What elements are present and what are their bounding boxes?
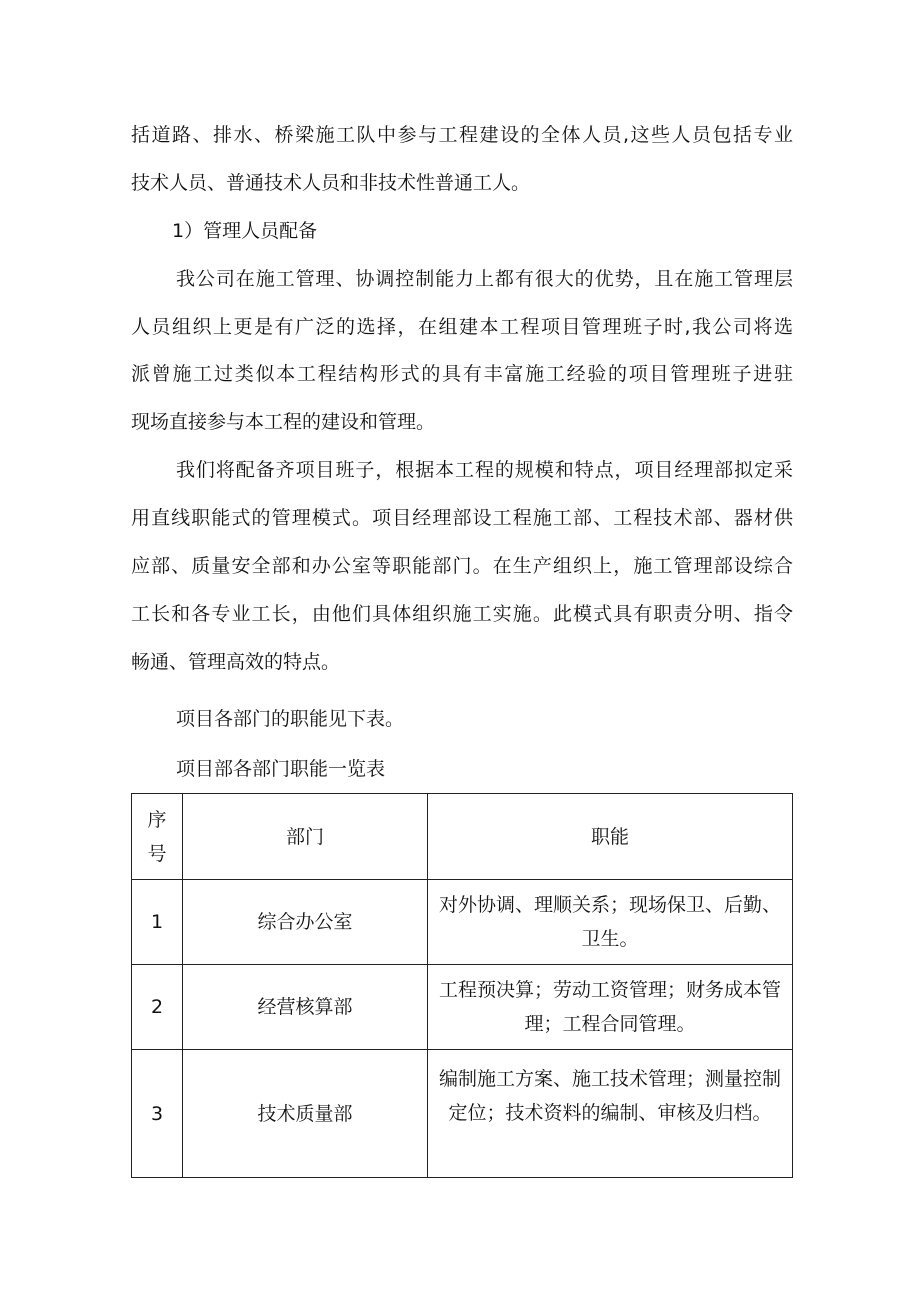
func-line: 对外协调、理顺关系；现场保卫、后勤、 (438, 894, 781, 916)
cell-seq: 1 (132, 880, 183, 965)
table-row (132, 880, 793, 965)
cell-func (428, 1050, 793, 1178)
department-function-table (131, 793, 793, 1178)
table-header-row (132, 794, 793, 880)
table-row (132, 965, 793, 1050)
paragraph-line: 人员组织上更是有广泛的选择，在组建本工程项目管理班子时,我公司将选 (131, 316, 793, 338)
cell-dept: 综合办公室 (183, 880, 428, 965)
paragraph-line: 用直线职能式的管理模式。项目经理部设工程施工部、工程技术部、器材供 (131, 507, 793, 529)
paragraph-line: 我公司在施工管理、协调控制能力上都有很大的优势，且在施工管理层 (176, 268, 793, 290)
header-dept: 部门 (183, 794, 428, 880)
paragraph-line: 技术人员、普通技术人员和非技术性普通工人。 (131, 172, 531, 194)
header-seq-line: 序 (147, 808, 167, 831)
table-row (132, 1050, 793, 1178)
header-seq (132, 794, 183, 880)
cell-seq: 2 (132, 965, 183, 1050)
cell-func (428, 880, 793, 965)
table-intro: 项目各部门的职能见下表。 (176, 708, 405, 730)
paragraph-line: 工长和各专业工长，由他们具体组织施工实施。此模式具有职责分明、指令 (131, 603, 793, 625)
cell-dept: 技术质量部 (183, 1050, 428, 1178)
paragraph-line: 我们将配备齐项目班子，根据本工程的规模和特点，项目经理部拟定采 (176, 459, 793, 481)
cell-func (428, 965, 793, 1050)
header-func: 职能 (428, 794, 793, 880)
header-seq-line: 号 (147, 842, 167, 865)
func-line: 卫生。 (581, 928, 639, 950)
paragraph-line: 应部、质量安全部和办公室等职能部门。在生产组织上，施工管理部设综合 (131, 555, 793, 577)
cell-seq: 3 (132, 1050, 183, 1178)
section-heading: 1）管理人员配备 (172, 220, 318, 242)
paragraph-line: 畅通、管理高效的特点。 (131, 651, 341, 673)
func-line: 工程预决算；劳动工资管理；财务成本管 (438, 979, 781, 1001)
table-caption: 项目部各部门职能一览表 (176, 758, 386, 780)
func-line: 编制施工方案、施工技术管理；测量控制 (438, 1068, 781, 1090)
paragraph-line: 括道路、排水、桥梁施工队中参与工程建设的全体人员,这些人员包括专业 (131, 124, 793, 146)
cell-dept: 经营核算部 (183, 965, 428, 1050)
func-line: 定位；技术资料的编制、审核及归档。 (448, 1102, 772, 1124)
paragraph-line: 现场直接参与本工程的建设和管理。 (131, 411, 436, 433)
func-line: 理；工程合同管理。 (524, 1013, 696, 1035)
paragraph-line: 派曾施工过类似本工程结构形式的具有丰富施工经验的项目管理班子进驻 (131, 363, 793, 385)
